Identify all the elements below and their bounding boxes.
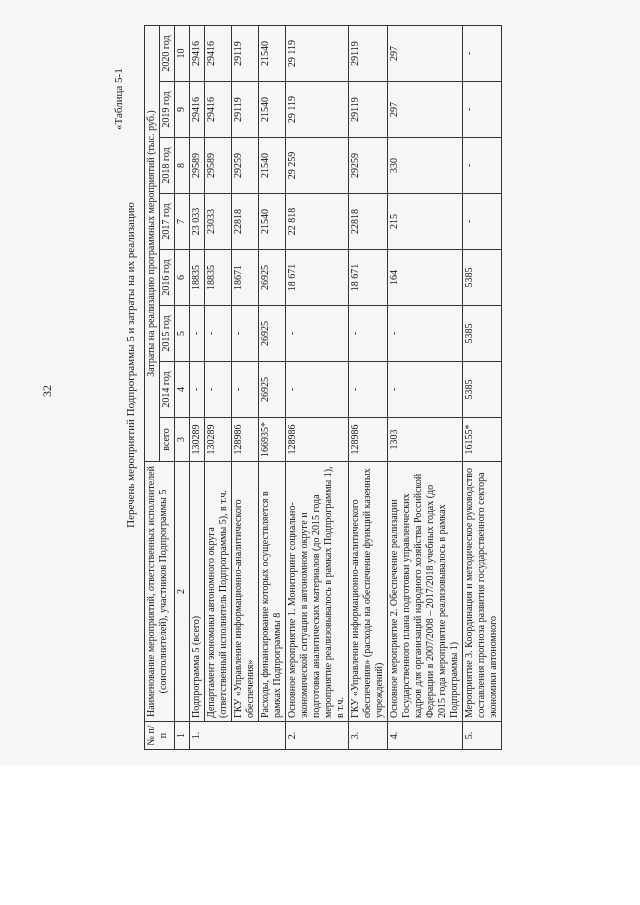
- cost-year-cell: 5385: [463, 250, 502, 306]
- header-year: 2014 год: [160, 362, 175, 418]
- cost-year-cell: -: [190, 306, 205, 362]
- cost-total-cell: 166935*: [259, 418, 286, 462]
- table-row: [388, 26, 463, 750]
- cost-year-cell: 29416: [205, 26, 232, 82]
- activity-name: Основное мероприятие 1. Мониторинг социально-экономической ситуации в автономном округе и подготовка аналитических материалов (до 2015 года мероприятие реализовывалось в рамках Подпрограммы 1), в т.ч.: [286, 462, 349, 722]
- table-body: [190, 26, 502, 750]
- cost-year-cell: 23 033: [190, 194, 205, 250]
- table-row: [205, 26, 232, 750]
- cost-year-cell: -: [463, 26, 502, 82]
- row-number: 1.: [190, 722, 286, 750]
- cost-year-cell: 297: [388, 82, 463, 138]
- cost-year-cell: 18 671: [349, 250, 388, 306]
- cost-total-cell: 128986: [349, 418, 388, 462]
- cost-year-cell: 26925: [259, 306, 286, 362]
- cost-year-cell: 29 119: [286, 26, 349, 82]
- cost-year-cell: 297: [388, 26, 463, 82]
- cost-year-cell: -: [463, 82, 502, 138]
- cost-year-cell: 330: [388, 138, 463, 194]
- col-number: 10: [175, 26, 190, 82]
- cost-year-cell: 29589: [190, 138, 205, 194]
- row-number: 3.: [349, 722, 388, 750]
- cost-year-cell: 29119: [349, 26, 388, 82]
- col-number: 4: [175, 362, 190, 418]
- col-number: 7: [175, 194, 190, 250]
- cost-year-cell: -: [349, 362, 388, 418]
- cost-year-cell: -: [463, 194, 502, 250]
- cost-total-cell: 128986: [286, 418, 349, 462]
- row-number: 5.: [463, 722, 502, 750]
- cost-total-cell: 130289: [205, 418, 232, 462]
- cost-year-cell: -: [388, 306, 463, 362]
- header-year: 2017 год: [160, 194, 175, 250]
- cost-year-cell: 26925: [259, 250, 286, 306]
- table-row: [349, 26, 388, 750]
- header-name: Наименование мероприятий, ответственных исполнителей (соисполнителей), участников Подпрограммы 5: [145, 462, 175, 722]
- col-number: 8: [175, 138, 190, 194]
- cost-year-cell: 18835: [205, 250, 232, 306]
- cost-year-cell: 5385: [463, 362, 502, 418]
- header-year: 2020 год: [160, 26, 175, 82]
- cost-year-cell: -: [205, 306, 232, 362]
- cost-year-cell: 29259: [349, 138, 388, 194]
- activity-name: Подпрограмма 5 (всего): [190, 462, 205, 722]
- cost-year-cell: 164: [388, 250, 463, 306]
- cost-year-cell: 5385: [463, 306, 502, 362]
- cost-year-cell: 21540: [259, 138, 286, 194]
- cost-year-cell: 29 259: [286, 138, 349, 194]
- cost-year-cell: -: [463, 138, 502, 194]
- table-title: Перечень мероприятий Подпрограммы 5 и затраты на их реализацию: [125, 202, 137, 528]
- header-year: 2016 год: [160, 250, 175, 306]
- row-number: 2.: [286, 722, 349, 750]
- cost-year-cell: -: [388, 362, 463, 418]
- header-year: 2019 год: [160, 82, 175, 138]
- header-year: 2018 год: [160, 138, 175, 194]
- header-num: № п/п: [145, 722, 175, 750]
- costs-table: [144, 25, 502, 750]
- cost-year-cell: 29119: [232, 82, 259, 138]
- col-number: 1: [175, 722, 190, 750]
- cost-year-cell: 18835: [190, 250, 205, 306]
- cost-total-cell: 1303: [388, 418, 463, 462]
- table-row: [286, 26, 349, 750]
- cost-year-cell: 22 818: [286, 194, 349, 250]
- col-number: 5: [175, 306, 190, 362]
- cost-year-cell: 22818: [232, 194, 259, 250]
- cost-year-cell: 26925: [259, 362, 286, 418]
- table-row: [463, 26, 502, 750]
- col-number: 3: [175, 418, 190, 462]
- cost-year-cell: -: [349, 306, 388, 362]
- table-reference: «Таблица 5-1: [113, 68, 125, 130]
- cost-year-cell: 29 119: [286, 82, 349, 138]
- col-number: 9: [175, 82, 190, 138]
- cost-year-cell: 29119: [232, 26, 259, 82]
- cost-year-cell: -: [232, 306, 259, 362]
- table-row: [232, 26, 259, 750]
- cost-total-cell: 16155*: [463, 418, 502, 462]
- cost-year-cell: 21540: [259, 82, 286, 138]
- activity-name: Расходы, финансирование которых осуществляется в рамках Подпрограммы 8: [259, 462, 286, 722]
- col-number: 6: [175, 250, 190, 306]
- cost-year-cell: 18671: [232, 250, 259, 306]
- cost-year-cell: 29416: [205, 82, 232, 138]
- cost-total-cell: 130289: [190, 418, 205, 462]
- cost-year-cell: 22818: [349, 194, 388, 250]
- cost-year-cell: 29589: [205, 138, 232, 194]
- col-number: 2: [175, 462, 190, 722]
- cost-year-cell: 21540: [259, 26, 286, 82]
- activity-name: Основное мероприятие 2. Обеспечение реализации Государственного плана подготовки управленческих кадров для организаций народного хозяйства Российской Федерации в 2007/2008 – 2017/2018 учебных годах (до 2015 года мероприятие реализовывалось в рамках Подпрограммы 1): [388, 462, 463, 722]
- cost-year-cell: 29119: [349, 82, 388, 138]
- header-costs: Затраты на реализацию программных мероприятий (тыс. руб.): [145, 26, 160, 462]
- activity-name: Мероприятие 3. Координация и методическое руководство составления прогноза развития государственного сектора экономики автономного: [463, 462, 502, 722]
- cost-year-cell: -: [205, 362, 232, 418]
- cost-year-cell: -: [232, 362, 259, 418]
- row-number: 4.: [388, 722, 463, 750]
- cost-year-cell: 18 671: [286, 250, 349, 306]
- cost-year-cell: -: [190, 362, 205, 418]
- table-row: [190, 26, 205, 750]
- cost-total-cell: 128986: [232, 418, 259, 462]
- activity-name: ГКУ «Управление информационно-аналитического обеспечения»: [232, 462, 259, 722]
- cost-year-cell: 29259: [232, 138, 259, 194]
- header-total: всего: [160, 418, 175, 462]
- table-row: [259, 26, 286, 750]
- cost-year-cell: 29416: [190, 82, 205, 138]
- cost-year-cell: -: [286, 362, 349, 418]
- activity-name: ГКУ «Управление информационно-аналитического обеспечения» (расходы на обеспечение функций казенных учреждений): [349, 462, 388, 722]
- cost-year-cell: -: [286, 306, 349, 362]
- cost-year-cell: 23033: [205, 194, 232, 250]
- cost-year-cell: 21540: [259, 194, 286, 250]
- cost-year-cell: 215: [388, 194, 463, 250]
- header-year: 2015 год: [160, 306, 175, 362]
- cost-year-cell: 29416: [190, 26, 205, 82]
- activity-name: Департамент экономики автономного округа (ответственный исполнитель Подпрограммы 5), в т.ч.: [205, 462, 232, 722]
- page-number: 32: [40, 385, 54, 397]
